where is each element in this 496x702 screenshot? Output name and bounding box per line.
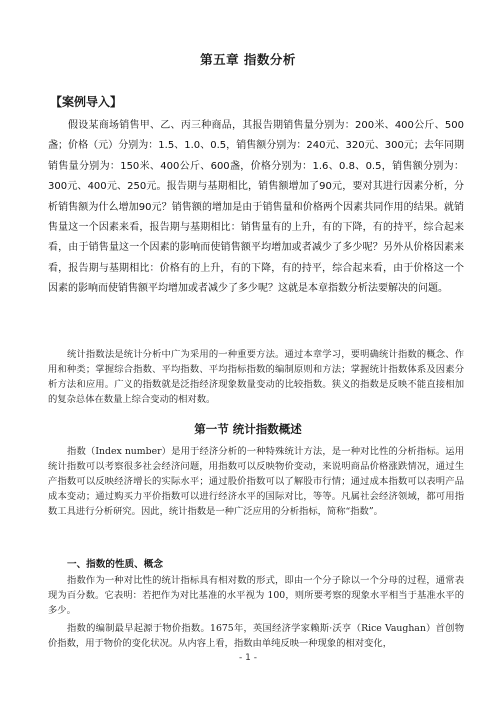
section-title: 第一节 统计指数概述 — [194, 422, 302, 436]
case-intro-heading: 【案例导入】 — [50, 95, 123, 109]
chapter-intro-paragraph: 统计指数法是统计分析中广为采用的一种重要方法。通过本章学习，要明确统计指数的概念、作用和种类；掌握综合指数、平均指数、平均指标指数的编制原则和方法；掌握统计指数体系及因素分析方法和应用。广义的指数就是泛指经济现象数量变动的比较指数。狭义的指数是反映不能直接相加的复杂总体在数量上综合变动的相对数。 — [48, 349, 464, 406]
chapter-title: 第五章 指数分析 — [200, 52, 296, 67]
subsection-heading: 一、指数的性质、概念 — [67, 559, 163, 570]
section-paragraph-1: 指数（Index number）是用于经济分析的一种特殊统计方法，是一种对比性的分析指标。运用统计指数可以考察很多社会经济问题，用指数可以反映物价变动，来说明商品价格涨跌情况，通过生产指数可以反映经济增长的实际水平；通过股价指数可以了解股市行情；通过成本指数可以表明产品成本变动；通过购买力平价指数可以进行经济水平的国际对比，等等。凡属社会经济领域，都可用指数工具进行分析研究。因此，统计指数是一种广泛应用的分析指标，简称“指数”。 — [48, 446, 464, 518]
case-intro-paragraph: 假设某商场销售甲、乙、丙三种商品，其报告期销售量分别为：200米、400公斤、500盏；价格（元）分别为：1.5、1.0、0.5，销售额分别为：240元、320元、300元；去年同期销售量分别为：150米、400公斤、600盏，价格分别为：1.6、0.8、0.5，销售额分别为：300元、400元、250元。报告期与基期相比，销售额增加了90元，要对其进行因素分析，分析销售额为什么增加90元？销售额的增加是由于销售量和价格两个因素共同作用的结果。就销售量这一个因素来看，报告期与基期相比：销售量有的上升，有的下降，有的持平，综合起来看，由于销售量这一个因素的影响而使销售额平均增加或者减少了多少呢？另外从价格因素来看，报告期与基期相比：价格有的上升，有的下降，有的持平，综合起来看，由于价格这一个因素的影响而使销售额平均增加或者减少了多少呢？这就是本章指数分析法要解决的问题。 — [48, 120, 464, 295]
section-paragraph-3: 指数的编制最早起源于物价指数。1675年，英国经济学家赖斯·沃亨（Rice Vaughan）首创物价指数，用于物价的变化状况。从内容上看，指数由单纯反映一种现象的相对变化， — [48, 623, 464, 650]
page-number: - 1 - — [239, 653, 257, 663]
section-paragraph-2: 指数作为一种对比性的统计指标具有相对数的形式，即由一个分子除以一个分母的过程，通常表现为百分数。它表明：若把作为对比基准的水平视为 100，则所要考察的现象水平相当于基准水平的多少。 — [48, 575, 464, 617]
